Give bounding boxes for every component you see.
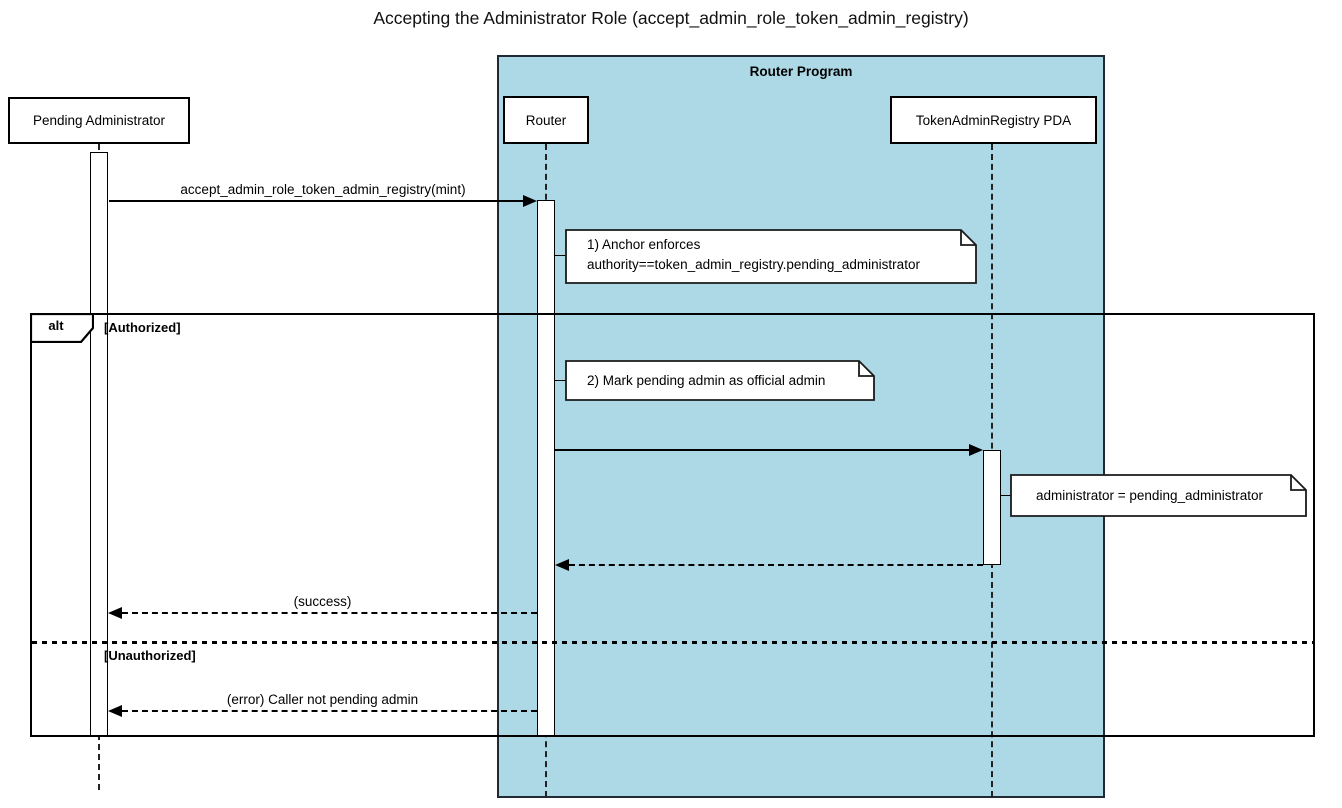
note-set-admin — [1010, 474, 1307, 517]
note-anchor-enforces — [565, 229, 977, 284]
message-success-arrowhead-icon — [108, 607, 122, 619]
alt-divider — [32, 641, 1313, 644]
message-error-arrowhead-icon — [108, 705, 122, 717]
note-mark-admin-text: 2) Mark pending admin as official admin — [587, 373, 826, 388]
router-program-label: Router Program — [749, 64, 853, 79]
message-success-label: (success) — [293, 594, 352, 609]
alt-operator-label: alt — [48, 318, 64, 333]
note-anchor-line2: authority==token_admin_registry.pending_administrator — [587, 257, 920, 272]
message-error-label: (error) Caller not pending admin — [226, 692, 419, 707]
participant-pending-administrator-label: Pending Administrator — [32, 113, 166, 128]
message-update-line — [555, 449, 970, 451]
alt-guard-authorized: [Authorized] — [104, 320, 181, 335]
message-error-line — [122, 710, 537, 712]
message-return-line — [569, 564, 983, 566]
participant-token-admin-registry-pda — [890, 96, 1097, 144]
diagram-title: Accepting the Administrator Role (accept_admin_role_token_admin_registry) — [373, 8, 969, 28]
note-anchor-line1: 1) Anchor enforces — [587, 237, 701, 252]
message-return-arrowhead-icon — [555, 559, 569, 571]
message-call-line — [109, 200, 525, 202]
participant-token-admin-registry-pda-label: TokenAdminRegistry PDA — [915, 112, 1072, 128]
alt-guard-unauthorized: [Unauthorized] — [104, 648, 196, 663]
message-call-label: accept_admin_role_token_admin_registry(mint) — [180, 182, 466, 197]
participant-pending-administrator — [8, 97, 190, 144]
note-set-admin-text: administrator = pending_administrator — [1036, 488, 1263, 503]
participant-router — [503, 96, 589, 144]
message-success-line — [122, 612, 537, 614]
message-update-arrowhead-icon — [969, 444, 983, 456]
participant-router-label: Router — [525, 112, 567, 128]
message-call-arrowhead-icon — [523, 195, 537, 207]
note-mark-admin — [565, 360, 875, 401]
